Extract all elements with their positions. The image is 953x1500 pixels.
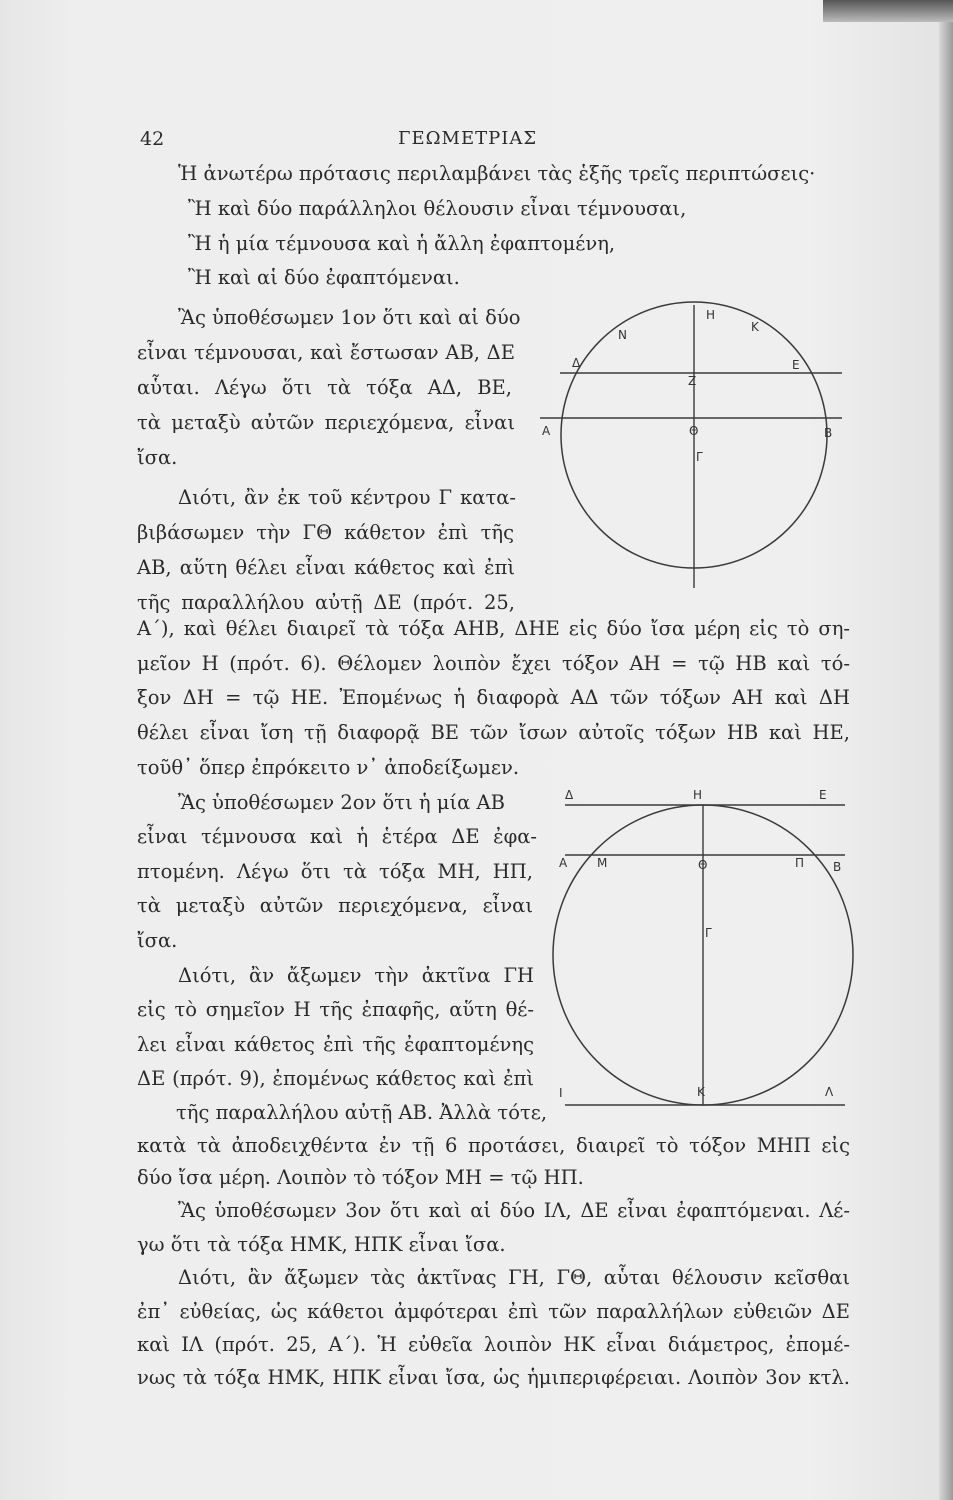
text-line: τοῦθ᾽ ὅπερ ἐπρόκειτο ν᾽ ἀποδείξωμεν. (137, 756, 520, 779)
figure-label: Ε (819, 788, 827, 802)
figure-label: Β (824, 426, 833, 440)
text-line: εἶναι τέμνουσα καὶ ἡ ἑτέρα ΔΕ ἐφα- (137, 825, 537, 848)
figure-label: Θ (689, 424, 699, 438)
figure-tangents (555, 785, 855, 1110)
page-edge (939, 0, 953, 1500)
figure-label: Β (833, 860, 842, 874)
figure-label: Κ (751, 320, 759, 334)
text-line: αὗται. Λέγω ὅτι τὰ τόξα ΑΔ, ΒΕ, (137, 376, 512, 399)
figure-label: Δ (565, 788, 574, 802)
text-line: Ἢ καὶ δύο παράλληλοι θέλουσιν εἶναι τέμνουσαι, (188, 197, 687, 220)
text-line: πτομένη. Λέγω ὅτι τὰ τόξα ΜΗ, ΗΠ, (137, 860, 533, 883)
figure-label: Α (542, 424, 551, 438)
text-line: Ἢ ἡ μία τέμνουσα καὶ ἡ ἄλλη ἐφαπτομένη, (188, 232, 616, 255)
page-number: 42 (140, 128, 165, 150)
text-line: εἰς τὸ σημεῖον Η τῆς ἐπαφῆς, αὕτη θέ- (137, 998, 534, 1021)
figure-label: Κ (697, 1085, 705, 1099)
text-line: Ἡ ἀνωτέρω πρότασις περιλαμβάνει τὰς ἑξῆς τρεῖς περιπτώσεις· (178, 162, 816, 185)
text-line: Ἂς ὑποθέσωμεν 1ον ὅτι καὶ αἱ δύο (178, 306, 521, 329)
text-line: Ἢ καὶ αἱ δύο ἐφαπτόμεναι. (188, 266, 460, 289)
figure-label: Α (559, 856, 568, 870)
text-line: καὶ ΙΛ (πρότ. 25, Α΄). Ἡ εὐθεῖα λοιπὸν ΗΚ εἶναι διάμετρος, ἐπομέ- (137, 1333, 850, 1356)
figure-label: Π (795, 856, 805, 870)
page-header (140, 128, 860, 154)
text-line: ξον ΔΗ = τῷ ΗΕ. Ἐπομένως ἡ διαφορὰ ΑΔ τῶν τόξων ΑΗ καὶ ΔΗ (137, 686, 850, 709)
text-line: θέλει εἶναι ἴση τῇ διαφορᾷ ΒΕ τῶν ἴσων αὐτοῖς τόξων ΗΒ καὶ ΗΕ, (137, 721, 850, 744)
text-line: ἐπ᾽ εὐθείας, ὡς κάθετοι ἀμφότεραι ἐπὶ τῶν παραλλήλων εὐθειῶν ΔΕ (137, 1300, 850, 1323)
text-line: βιβάσωμεν τὴν ΓΘ κάθετον ἐπὶ τῆς (137, 521, 514, 544)
figure-label: Γ (705, 926, 712, 940)
text-line: Ἂς ὑποθέσωμεν 2ον ὅτι ἡ μία ΑΒ (178, 791, 505, 814)
running-head: ΓΕΩΜΕΤΡΙΑΣ (398, 128, 538, 149)
text-line: ἴσα. (137, 929, 178, 952)
text-line: Διότι, ἂν ἄξωμεν τὰς ἀκτῖνας ΓΗ, ΓΘ, αὗται θέλουσιν κεῖσθαι (178, 1266, 850, 1289)
figure-label: Ι (559, 1086, 563, 1100)
text-line: τὰ μεταξὺ αὐτῶν περιεχόμενα, εἶναι (137, 411, 515, 434)
figure-label: Μ (597, 856, 608, 870)
text-line: τῆς παραλλήλου αὐτῇ ΔΕ (πρότ. 25, (137, 591, 515, 614)
text-line: τὰ μεταξὺ αὐτῶν περιεχόμενα, εἶναι (137, 894, 533, 917)
text-line: εἶναι τέμνουσαι, καὶ ἔστωσαν ΑΒ, ΔΕ (137, 341, 515, 364)
figure-label: Λ (825, 1085, 834, 1099)
figure-label: Ν (618, 328, 627, 342)
text-line: Ἂς ὑποθέσωμεν 3ον ὅτι καὶ αἱ δύο ΙΛ, ΔΕ εἶναι ἐφαπτόμεναι. Λέ- (178, 1199, 850, 1222)
text-line: Α΄), καὶ θέλει διαιρεῖ τὰ τόξα ΑΗΒ, ΔΗΕ εἰς δύο ἴσα μέρη εἰς τὸ ση- (137, 617, 850, 640)
text-line: μεῖον Η (πρότ. 6). Θέλομεν λοιπὸν ἔχει τόξον ΑΗ = τῷ ΗΒ καὶ τό- (137, 652, 850, 675)
figure-label: Γ (696, 450, 703, 464)
text-line: Διότι, ἂν ἐκ τοῦ κέντρου Γ κατα- (178, 486, 516, 509)
figure-label: Η (693, 788, 703, 802)
text-line: τῆς παραλλήλου αὐτῇ ΑΒ. Ἀλλὰ τότε, (176, 1101, 548, 1124)
text-line: γω ὅτι τὰ τόξα ΗΜΚ, ΗΠΚ εἶναι ἴσα. (137, 1233, 506, 1256)
figure-label: Θ (698, 858, 708, 872)
text-line: Διότι, ἂν ἄξωμεν τὴν ἀκτῖνα ΓΗ (178, 964, 534, 987)
figure-secants (530, 305, 850, 605)
text-line: νως τὰ τόξα ΗΜΚ, ΗΠΚ εἶναι ἴσα, ὡς ἡμιπεριφέρειαι. Λοιπὸν 3ον κτλ. (137, 1366, 850, 1389)
text-line: ἴσα. (137, 446, 178, 469)
figure-label: Δ (572, 356, 581, 370)
page-corner (823, 0, 953, 22)
text-line: λει εἶναι κάθετος ἐπὶ τῆς ἐφαπτομένης (137, 1033, 534, 1056)
text-line: δύο ἴσα μέρη. Λοιπὸν τὸ τόξον ΜΗ = τῷ ΗΠ. (137, 1166, 584, 1189)
figure-label: Ε (792, 358, 800, 372)
text-line: ΔΕ (πρότ. 9), ἐπομένως κάθετος καὶ ἐπὶ (137, 1067, 534, 1090)
text-line: ΑΒ, αὕτη θέλει εἶναι κάθετος καὶ ἐπὶ (137, 556, 515, 579)
figure-label: Ζ (688, 374, 697, 388)
figure-label: Η (706, 308, 716, 322)
text-line: κατὰ τὰ ἀποδειχθέντα ἐν τῇ 6 προτάσει, διαιρεῖ τὸ τόξον ΜΗΠ εἰς (137, 1134, 850, 1157)
